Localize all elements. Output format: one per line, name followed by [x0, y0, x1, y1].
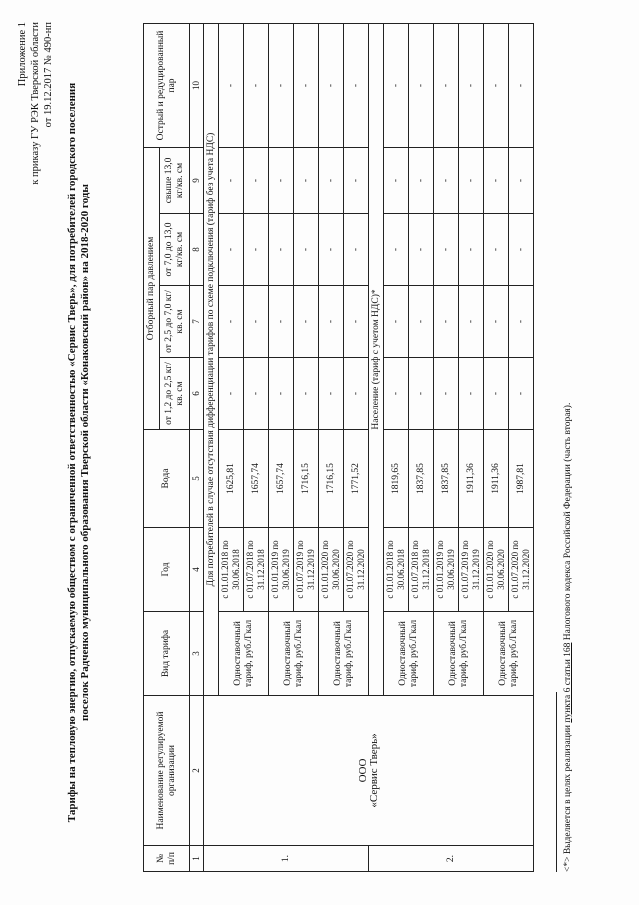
steam-sharp-value: - [244, 23, 269, 147]
steam-p2-value: - [244, 286, 269, 358]
steam-sharp-value: - [269, 23, 294, 147]
water-tariff-value: 1911,36 [459, 430, 484, 528]
section-row [204, 23, 219, 871]
section-title: Для потребителей в случае отсутствия дифференциации тарифов по схеме подключения (тариф без учета НДС) [204, 23, 219, 695]
steam-p4-value: - [319, 147, 344, 213]
steam-p1-value: - [319, 358, 344, 430]
tariff-table [143, 23, 534, 872]
steam-p4-value: - [409, 147, 434, 213]
organization-name-line: ООО [356, 758, 369, 783]
water-tariff-value: 1837,85 [434, 430, 459, 528]
tariff-period: с 01.01.2020 по 30.06.2020 [319, 528, 344, 612]
header-steam-group: Отборный пар давлением [144, 147, 160, 429]
water-tariff-value: 1837,85 [409, 430, 434, 528]
section-number: 1. [204, 846, 369, 872]
steam-p3-value: - [244, 214, 269, 286]
steam-p4-value: - [219, 147, 244, 213]
steam-p1-value: - [484, 358, 509, 430]
steam-p3-value: - [484, 214, 509, 286]
water-tariff-value: 1987,81 [509, 430, 534, 528]
water-tariff-value: 1771,52 [344, 430, 369, 528]
column-number: 8 [190, 214, 204, 286]
header-sharp-steam: Острый и редуцированный пар [144, 23, 190, 147]
steam-p3-value: - [409, 214, 434, 286]
appendix-header [16, 22, 55, 185]
tariff-kind: Одноставочный тариф, руб./Гкал [319, 612, 369, 696]
steam-p3-value: - [269, 214, 294, 286]
appendix-line: от 19.12.2017 № 490-нп [43, 22, 54, 128]
steam-p3-value: - [344, 214, 369, 286]
column-number: 7 [190, 286, 204, 358]
footnote-suffix: Налогового кодекса Российской Федерации (часть вторая). [563, 402, 573, 643]
header-pressure-3: от 7,0 до 13,0 кг/кв. см [160, 214, 190, 286]
steam-p1-value: - [344, 358, 369, 430]
tariff-kind: Одноставочный тариф, руб./Гкал [384, 612, 434, 696]
steam-p4-value: - [384, 147, 409, 213]
water-tariff-value: 1625,81 [219, 430, 244, 528]
steam-p2-value: - [434, 286, 459, 358]
section-title: Население (тариф с учетом НДС)* [369, 23, 384, 695]
steam-p3-value: - [294, 214, 319, 286]
tariff-period: с 01.07.2019 по 31.12.2019 [459, 528, 484, 612]
tariff-period: с 01.01.2020 по 30.06.2020 [484, 528, 509, 612]
footnote [556, 403, 573, 872]
steam-p3-value: - [219, 214, 244, 286]
steam-sharp-value: - [459, 23, 484, 147]
tariff-period: с 01.07.2020 по 31.12.2020 [344, 528, 369, 612]
steam-p1-value: - [294, 358, 319, 430]
steam-p1-value: - [409, 358, 434, 430]
steam-sharp-value: - [219, 23, 244, 147]
steam-p1-value: - [244, 358, 269, 430]
steam-sharp-value: - [294, 23, 319, 147]
header-pressure-1: от 1,2 до 2,5 кг/кв. см [160, 358, 190, 430]
header-kind: Вид тарифа [144, 612, 190, 696]
header-num: № п/п [144, 846, 190, 872]
steam-sharp-value: - [509, 23, 534, 147]
water-tariff-value: 1716,15 [294, 430, 319, 528]
tariff-period: с 01.01.2018 по 30.06.2018 [384, 528, 409, 612]
steam-p1-value: - [384, 358, 409, 430]
tariff-table-body [204, 23, 534, 871]
tariff-period: с 01.07.2018 по 31.12.2018 [244, 528, 269, 612]
tariff-kind: Одноставочный тариф, руб./Гкал [484, 612, 534, 696]
steam-p2-value: - [319, 286, 344, 358]
footnote-prefix: <*> Выделяется в целях реализации [563, 722, 573, 872]
appendix-line: к приказу ГУ РЭК Тверской области [30, 22, 41, 185]
header-water: Вода [144, 430, 190, 528]
steam-sharp-value: - [434, 23, 459, 147]
title-line: поселок Радченко муниципального образования Тверской области «Конаковский район» на 2018-2020 годы [79, 184, 91, 721]
column-number: 5 [190, 430, 204, 528]
steam-p1-value: - [269, 358, 294, 430]
steam-p2-value: - [409, 286, 434, 358]
water-tariff-value: 1911,36 [484, 430, 509, 528]
tariff-kind: Одноставочный тариф, руб./Гкал [219, 612, 269, 696]
steam-sharp-value: - [344, 23, 369, 147]
steam-p2-value: - [484, 286, 509, 358]
column-number: 10 [190, 23, 204, 147]
tariff-period: с 01.07.2018 по 31.12.2018 [409, 528, 434, 612]
water-tariff-value: 1657,74 [244, 430, 269, 528]
steam-p1-value: - [219, 358, 244, 430]
steam-p2-value: - [344, 286, 369, 358]
document-title [66, 40, 92, 865]
steam-sharp-value: - [484, 23, 509, 147]
steam-p2-value: - [459, 286, 484, 358]
steam-p3-value: - [459, 214, 484, 286]
steam-p4-value: - [509, 147, 534, 213]
steam-p3-value: - [319, 214, 344, 286]
steam-p3-value: - [509, 214, 534, 286]
tariff-kind: Одноставочный тариф, руб./Гкал [269, 612, 319, 696]
header-year: Год [144, 528, 190, 612]
column-number: 1 [190, 846, 204, 872]
tariff-period: с 01.07.2019 по 31.12.2019 [294, 528, 319, 612]
title-line: Тарифы на тепловую энергию, отпускаемую обществом с ограниченной ответственностью «Сервис Тверь», для потребителей городского поселения [66, 82, 78, 823]
water-tariff-value: 1819,65 [384, 430, 409, 528]
steam-p4-value: - [344, 147, 369, 213]
organization-name-line: «Сервис Тверь» [367, 733, 380, 808]
steam-p2-value: - [294, 286, 319, 358]
steam-p4-value: - [484, 147, 509, 213]
header-org: Наименование регулируемой организации [144, 696, 190, 846]
steam-p4-value: - [294, 147, 319, 213]
steam-p2-value: - [269, 286, 294, 358]
footnote-link[interactable]: пункта 6 статьи 168 [563, 642, 573, 723]
tariff-period: с 01.07.2020 по 31.12.2020 [509, 528, 534, 612]
column-number: 3 [190, 612, 204, 696]
steam-p4-value: - [269, 147, 294, 213]
appendix-line: Приложение 1 [17, 22, 28, 87]
tariff-period: с 01.01.2018 по 30.06.2018 [219, 528, 244, 612]
steam-sharp-value: - [409, 23, 434, 147]
steam-p2-value: - [509, 286, 534, 358]
steam-p1-value: - [509, 358, 534, 430]
steam-p1-value: - [459, 358, 484, 430]
footnote-rule [556, 692, 557, 872]
steam-p4-value: - [434, 147, 459, 213]
steam-p2-value: - [219, 286, 244, 358]
steam-p4-value: - [459, 147, 484, 213]
steam-p2-value: - [384, 286, 409, 358]
header-pressure-4: свыше 13,0 кг/кв. см [160, 147, 190, 213]
column-number: 9 [190, 147, 204, 213]
steam-sharp-value: - [384, 23, 409, 147]
column-number: 2 [190, 696, 204, 846]
tariff-period: с 01.01.2019 по 30.06.2019 [434, 528, 459, 612]
steam-sharp-value: - [319, 23, 344, 147]
column-number: 6 [190, 358, 204, 430]
tariff-period: с 01.01.2019 по 30.06.2019 [269, 528, 294, 612]
water-tariff-value: 1716,15 [319, 430, 344, 528]
organization-name [204, 696, 534, 846]
water-tariff-value: 1657,74 [269, 430, 294, 528]
section-number: 2. [369, 846, 534, 872]
column-number-row [190, 23, 204, 871]
header-pressure-2: от 2,5 до 7,0 кг/кв. см [160, 286, 190, 358]
steam-p3-value: - [384, 214, 409, 286]
tariff-kind: Одноставочный тариф, руб./Гкал [434, 612, 484, 696]
column-number: 4 [190, 528, 204, 612]
steam-p1-value: - [434, 358, 459, 430]
steam-p3-value: - [434, 214, 459, 286]
steam-p4-value: - [244, 147, 269, 213]
